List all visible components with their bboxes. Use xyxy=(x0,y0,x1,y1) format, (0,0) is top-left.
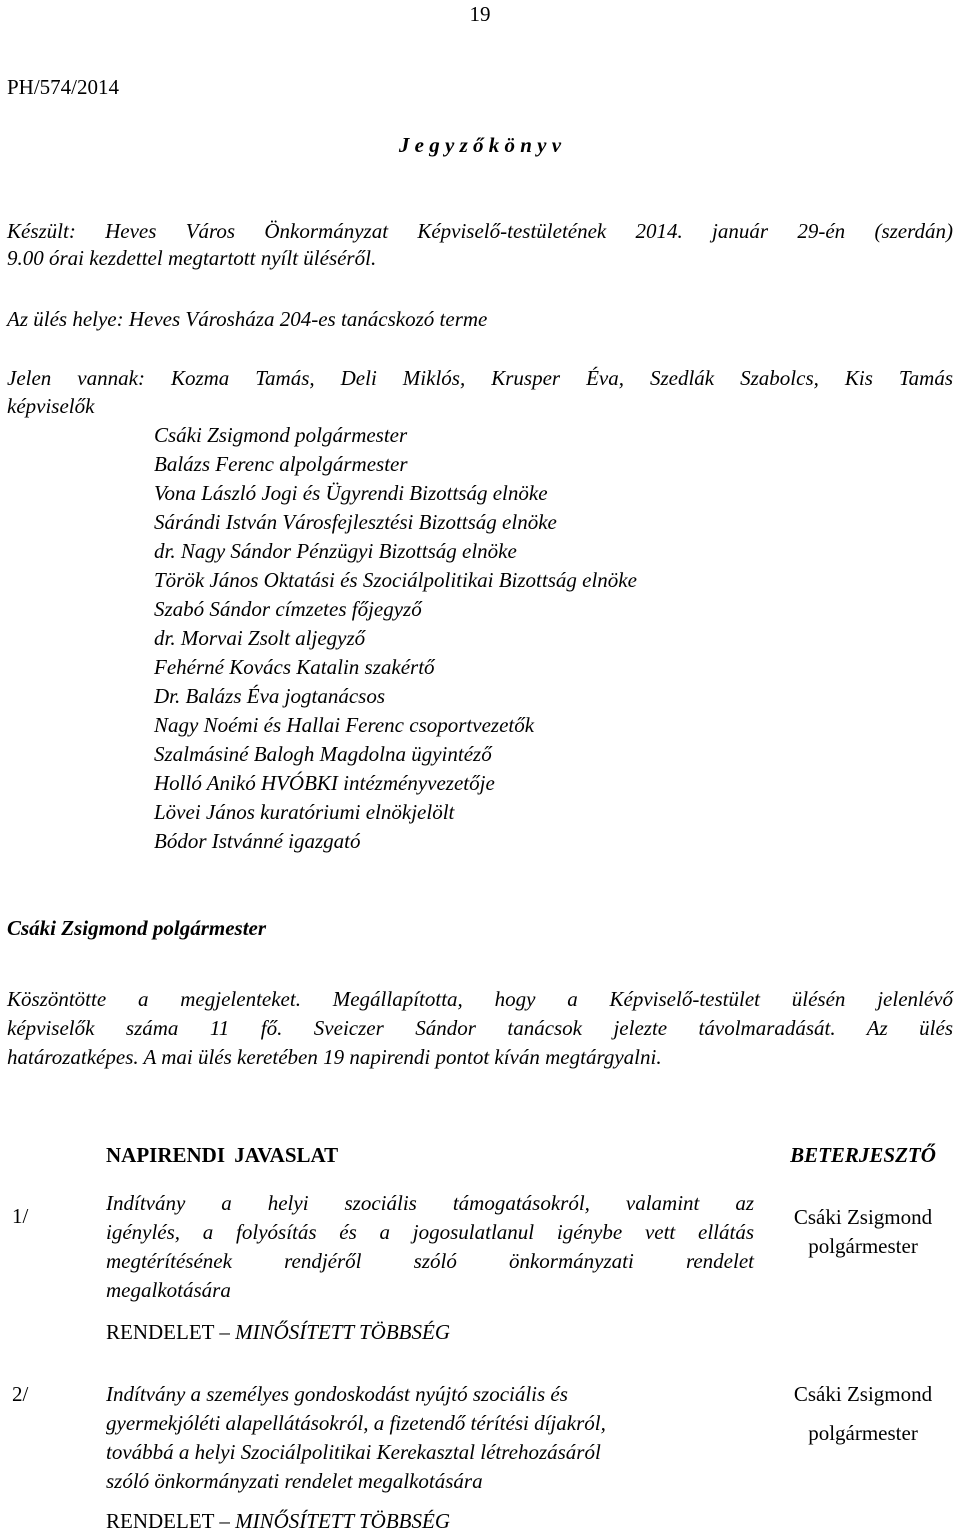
agenda-item-type-dash: – xyxy=(219,1509,230,1533)
attendee-item: dr. Morvai Zsolt aljegyző xyxy=(154,626,366,650)
agenda-item-type-dash: – xyxy=(219,1320,230,1344)
attendee-item: Szabó Sándor címzetes főjegyző xyxy=(154,597,422,621)
speech-line-3: határozatképes. A mai ülés keretében 19 napirendi pontot kíván megtárgyalni. xyxy=(7,1045,662,1069)
agenda-item-number: 2/ xyxy=(12,1382,29,1406)
attendee-item: Fehérné Kovács Katalin szakértő xyxy=(154,655,435,679)
attendee-item: Török János Oktatási és Szociálpolitikai Bizottság elnöke xyxy=(154,568,637,592)
agenda-item-submitter-line: polgármester xyxy=(808,1421,918,1445)
agenda-header-item: NAPIRENDI JAVASLAT xyxy=(106,1143,339,1167)
agenda-item-type-label: RENDELET xyxy=(106,1320,215,1344)
intro-line-2: 9.00 órai kezdettel megtartott nyílt üléséről. xyxy=(7,246,377,270)
agenda-item-type xyxy=(106,1318,450,1346)
attendee-item: Nagy Noémi és Hallai Ferenc csoportvezetők xyxy=(154,713,535,737)
agenda-item-type xyxy=(106,1507,450,1535)
venue-line: Az ülés helye: Heves Városháza 204-es tanácskozó terme xyxy=(7,307,488,331)
attendee-item: Vona László Jogi és Ügyrendi Bizottság elnöke xyxy=(154,481,548,505)
page-number: 19 xyxy=(469,2,491,26)
agenda-item-number: 1/ xyxy=(12,1204,29,1228)
attendee-item: Sárándi István Városfejlesztési Bizottság elnöke xyxy=(154,510,557,534)
present-line-2: képviselők xyxy=(7,394,95,418)
agenda-item-type-label: RENDELET xyxy=(106,1509,215,1533)
intro-line-1: Készült: Heves Város Önkormányzat Képviselő-testületének 2014. január 29-én (szerdán) xyxy=(7,219,953,243)
agenda-item-text-line: gyermekjóléti alapellátásokról, a fizetendő térítési díjakról, xyxy=(106,1411,606,1435)
attendee-item: Szalmásiné Balogh Magdolna ügyintéző xyxy=(154,742,492,766)
present-line-1: Jelen vannak: Kozma Tamás, Deli Miklós, Krusper Éva, Szedlák Szabolcs, Kis Tamás xyxy=(7,366,953,390)
attendee-item: Holló Anikó HVÓBKI intézményvezetője xyxy=(154,771,495,795)
agenda-item-text-line: megalkotására xyxy=(106,1278,231,1302)
agenda-item-text-line: Indítvány a helyi szociális támogatásokról, valamint az xyxy=(106,1191,754,1215)
attendee-item: Csáki Zsigmond polgármester xyxy=(154,423,408,447)
attendee-item: Bódor Istvánné igazgató xyxy=(154,829,361,853)
agenda-item-text-line: megtérítésének rendjéről szóló önkormányzati rendelet xyxy=(106,1249,754,1273)
attendee-item: Lövei János kuratóriumi elnökjelölt xyxy=(154,800,455,824)
attendee-item: dr. Nagy Sándor Pénzügyi Bizottság elnöke xyxy=(154,539,517,563)
speaker-name: Csáki Zsigmond polgármester xyxy=(7,916,267,940)
agenda-item-text-line: továbbá a helyi Szociálpolitikai Kerekasztal létrehozásáról xyxy=(106,1440,601,1464)
attendee-item: Balázs Ferenc alpolgármester xyxy=(154,452,408,476)
attendee-item: Dr. Balázs Éva jogtanácsos xyxy=(154,684,385,708)
speech-line-1: Köszöntötte a megjelenteket. Megállapította, hogy a Képviselő-testület ülésén jelenlévő xyxy=(7,987,953,1011)
agenda-item-text-line: Indítvány a személyes gondoskodást nyújtó szociális és xyxy=(106,1382,568,1406)
speech-line-2: képviselők száma 11 fő. Sveiczer Sándor tanácsok jelezte távolmaradását. Az ülés xyxy=(7,1016,953,1040)
agenda-item-submitter-line: Csáki Zsigmond xyxy=(793,1382,933,1406)
agenda-item-text-line: szóló önkormányzati rendelet megalkotására xyxy=(106,1469,483,1493)
document-reference: PH/574/2014 xyxy=(7,75,120,99)
agenda-item-majority: MINŐSÍTETT TÖBBSÉG xyxy=(235,1509,450,1533)
agenda-item-text-line: igénylés, a folyósítás és a jogosulatlanul igénybe vett ellátás xyxy=(106,1220,754,1244)
agenda-item-submitter-line: polgármester xyxy=(808,1234,918,1258)
agenda-header-submitter: BETERJESZTŐ xyxy=(790,1143,936,1167)
agenda-item-submitter-line: Csáki Zsigmond xyxy=(793,1205,933,1229)
agenda-item-majority: MINŐSÍTETT TÖBBSÉG xyxy=(235,1320,450,1344)
document-title: J e g y z ő k ö n y v xyxy=(398,133,562,157)
